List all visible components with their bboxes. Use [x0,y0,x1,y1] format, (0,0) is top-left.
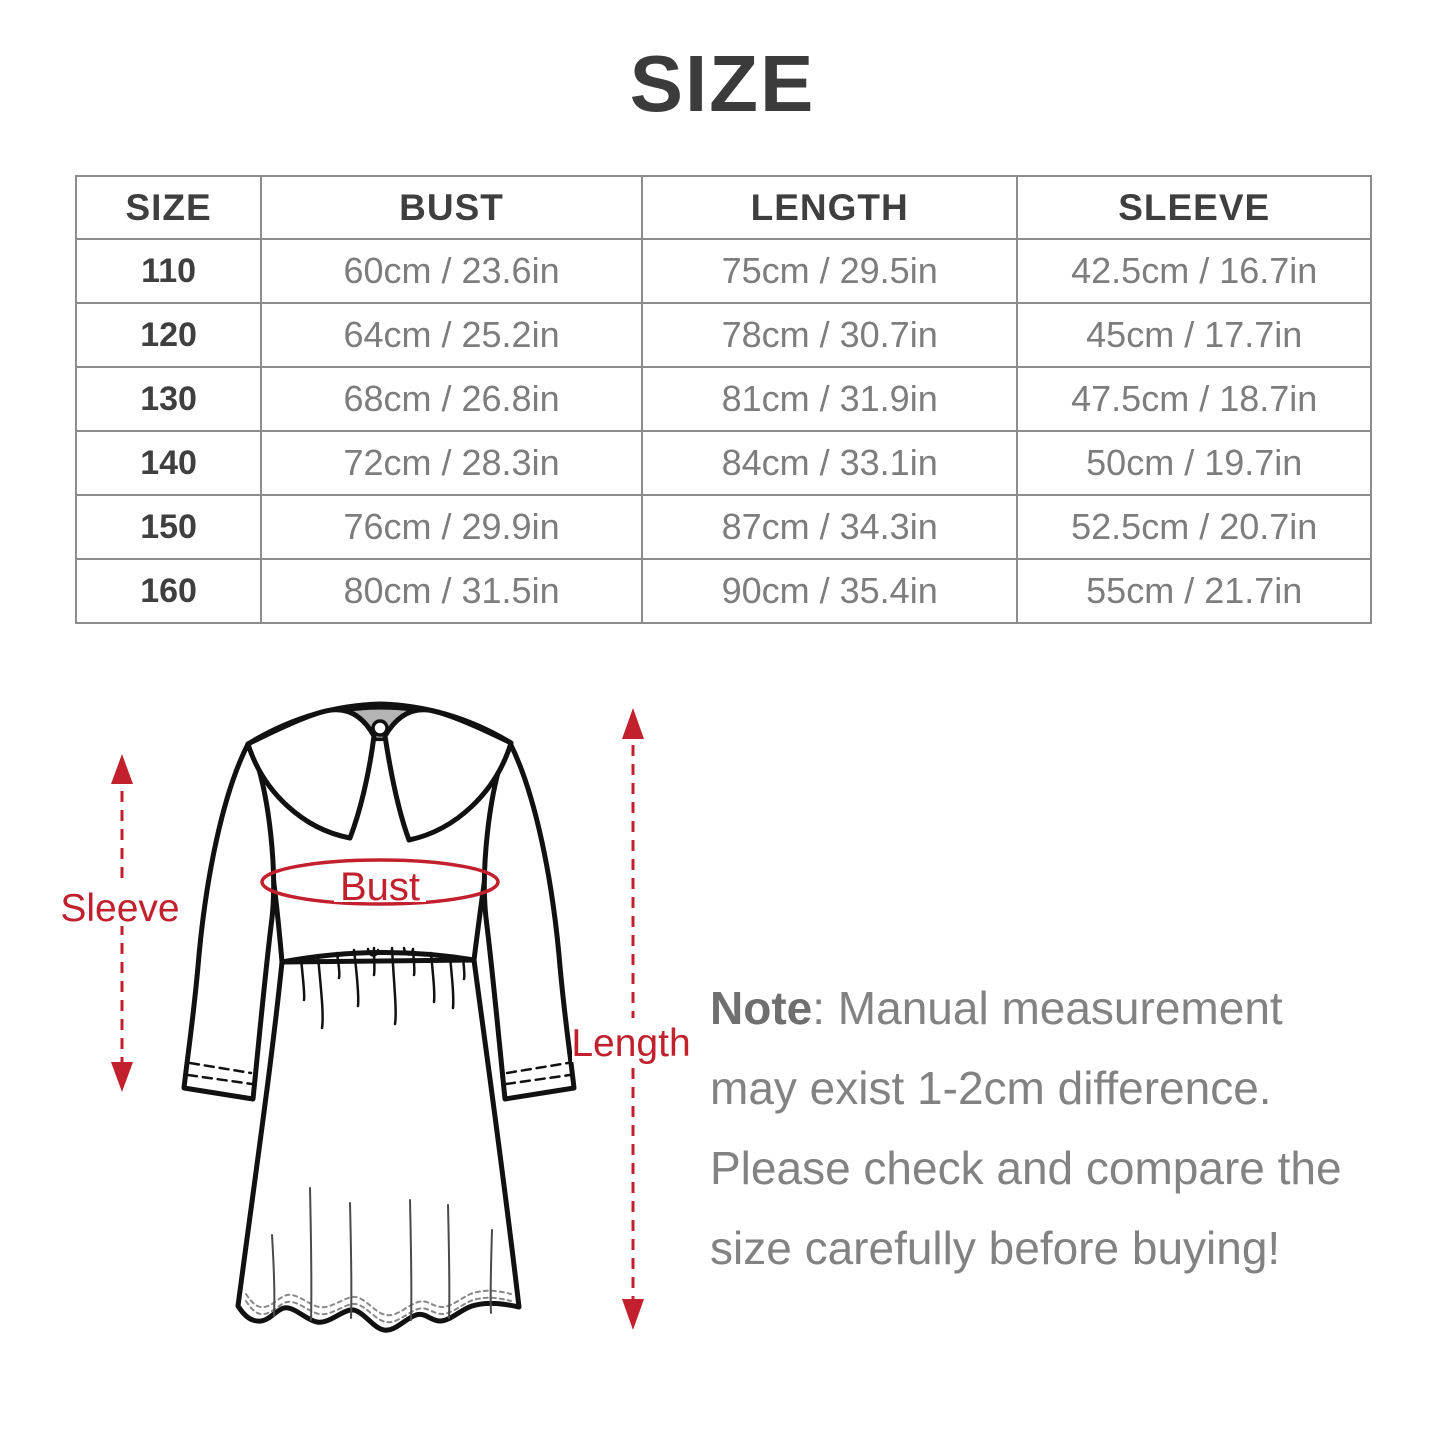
sleeve-cell: 45cm / 17.7in [1017,303,1371,367]
table-row [76,495,1371,559]
size-cell: 110 [76,239,261,303]
left-sleeve [184,744,274,1099]
table-row [76,431,1371,495]
length-label: Length [571,1022,691,1065]
size-table-header [76,176,1371,239]
size-cell: 120 [76,303,261,367]
size-cell: 130 [76,367,261,431]
sleeve-label: Sleeve [60,887,180,930]
sleeve-cell: 52.5cm / 20.7in [1017,495,1371,559]
table-row [76,559,1371,623]
col-header-bust: BUST [261,176,642,239]
size-table [75,175,1372,624]
note-text: : Manual measurement may exist 1-2cm difference. Please check and compare the size carefully before buying! [710,982,1342,1274]
arrow-up-icon [622,708,644,739]
bust-cell: 72cm / 28.3in [261,431,642,495]
length-cell: 81cm / 31.9in [642,367,1018,431]
arrow-down-icon [111,1062,133,1092]
collar-button [373,721,387,735]
bust-label: Bust [339,865,421,909]
bust-cell: 60cm / 23.6in [261,239,642,303]
col-header-length: LENGTH [642,176,1018,239]
sleeve-cell: 50cm / 19.7in [1017,431,1371,495]
skirt-outline [238,960,519,1330]
length-cell: 75cm / 29.5in [642,239,1018,303]
right-sleeve [484,743,574,1099]
page-title: SIZE [629,39,816,128]
bust-cell: 76cm / 29.9in [261,495,642,559]
table-row [76,367,1371,431]
note-label: Note [710,982,813,1034]
measurement-note [710,968,1370,1288]
arrow-down-icon [622,1299,644,1330]
size-table-body [76,239,1371,623]
size-cell: 150 [76,495,261,559]
table-row [76,239,1371,303]
sleeve-cell: 42.5cm / 16.7in [1017,239,1371,303]
bust-cell: 64cm / 25.2in [261,303,642,367]
length-cell: 90cm / 35.4in [642,559,1018,623]
size-cell: 140 [76,431,261,495]
length-cell: 87cm / 34.3in [642,495,1018,559]
sleeve-cell: 47.5cm / 18.7in [1017,367,1371,431]
table-row [76,303,1371,367]
col-header-sleeve: SLEEVE [1017,176,1371,239]
size-cell: 160 [76,559,261,623]
dress-sketch [184,704,574,1330]
arrow-up-icon [111,754,133,784]
bust-cell: 80cm / 31.5in [261,559,642,623]
length-cell: 78cm / 30.7in [642,303,1018,367]
col-header-size: SIZE [76,176,261,239]
sleeve-cell: 55cm / 21.7in [1017,559,1371,623]
length-cell: 84cm / 33.1in [642,431,1018,495]
bust-cell: 68cm / 26.8in [261,367,642,431]
